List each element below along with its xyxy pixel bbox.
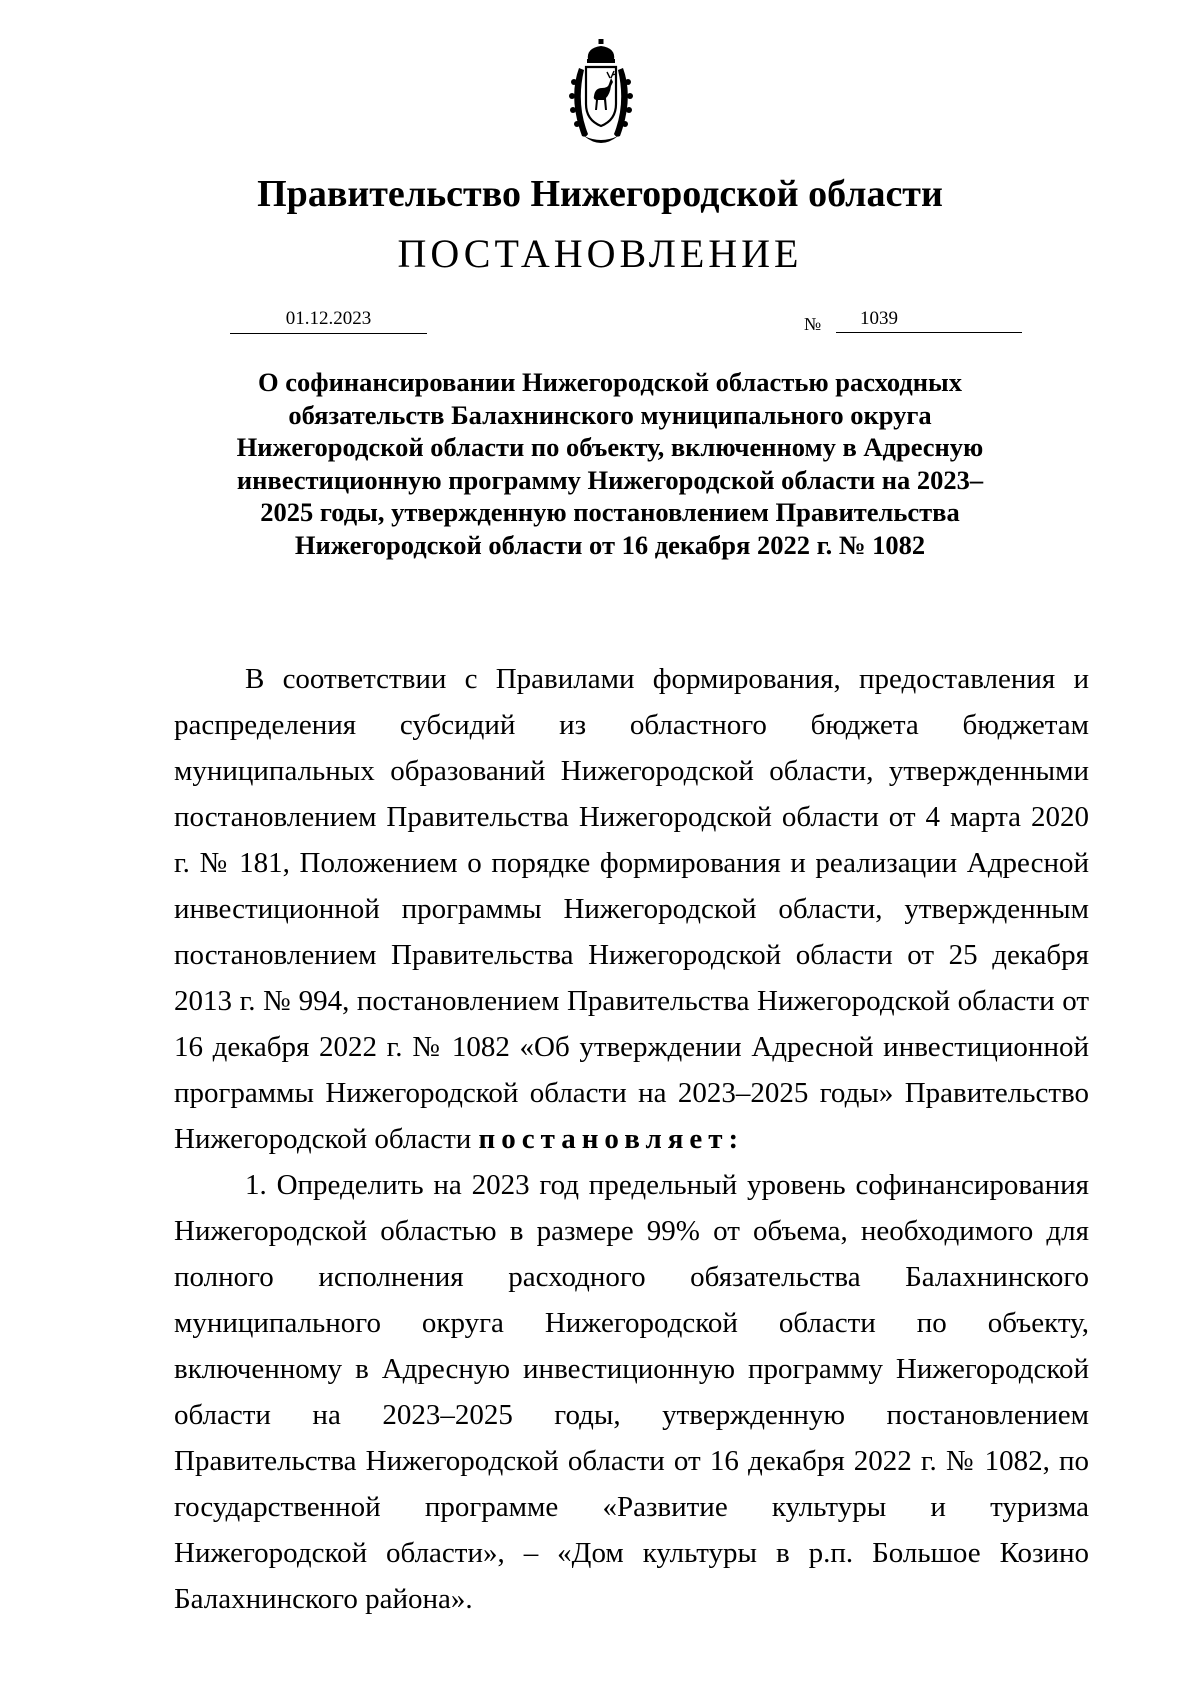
- preamble-text: В соответствии с Правилами формирования, предоставления и распределения субсидий из областного бюджета бюджетам муниципальных образований Нижегородской области, утвержденными постановлением Правительства Нижегородской области от 4 марта 2020 г. № 181, Положением о порядке формирования и реализации Адресной инвестиционной программы Нижегородской области, утвержденным постановлением Правительства Нижегородской области от 25 декабря 2013 г. № 994, постановлением Правительства Нижегородской области от 16 декабря 2022 г. № 1082 «Об утверждении Адресной инвестиционной программы Нижегородской области на 2023–2025 годы» Правительство Нижегородской области: [174, 663, 1089, 1155]
- shield-deer-icon: [586, 67, 616, 126]
- number-sign: №: [804, 314, 822, 334]
- crown-icon: [587, 39, 615, 63]
- document-date: 01.12.2023: [230, 307, 427, 334]
- coat-of-arms-icon: [562, 38, 640, 150]
- document-body: [174, 656, 1089, 1622]
- government-name: Правительство Нижегородской области: [257, 173, 943, 215]
- item-1-paragraph: 1. Определить на 2023 год предельный уровень софинансирования Нижегородской областью в размере 99% от объема, необходимого для полного исполнения расходного обязательства Балахнинского муниципального округа Нижегородской области по объекту, включенному в Адресную инвестиционную программу Нижегородской области на 2023–2025 годы, утвержденную постановлением Правительства Нижегородской области от 16 декабря 2022 г. № 1082, по государственной программе «Развитие культуры и туризма Нижегородской области», – «Дом культуры в р.п. Большое Козино Балахнинского района».: [174, 1169, 1089, 1615]
- document-number: 1039: [836, 307, 1022, 333]
- decree-word: постановляет:: [478, 1123, 745, 1155]
- document-type: ПОСТАНОВЛЕНИЕ: [397, 231, 803, 276]
- document-title: О софинансировании Нижегородской областью расходных обязательств Балахнинского муниципального округа Нижегородской области по объекту, включенному в Адресную инвестиционную программу Нижегородской области на 2023–2025 годы, утвержденную постановлением Правительства Нижегородской области от 16 декабря 2022 г. № 1082: [236, 367, 984, 560]
- preamble-paragraph: [174, 656, 1089, 1162]
